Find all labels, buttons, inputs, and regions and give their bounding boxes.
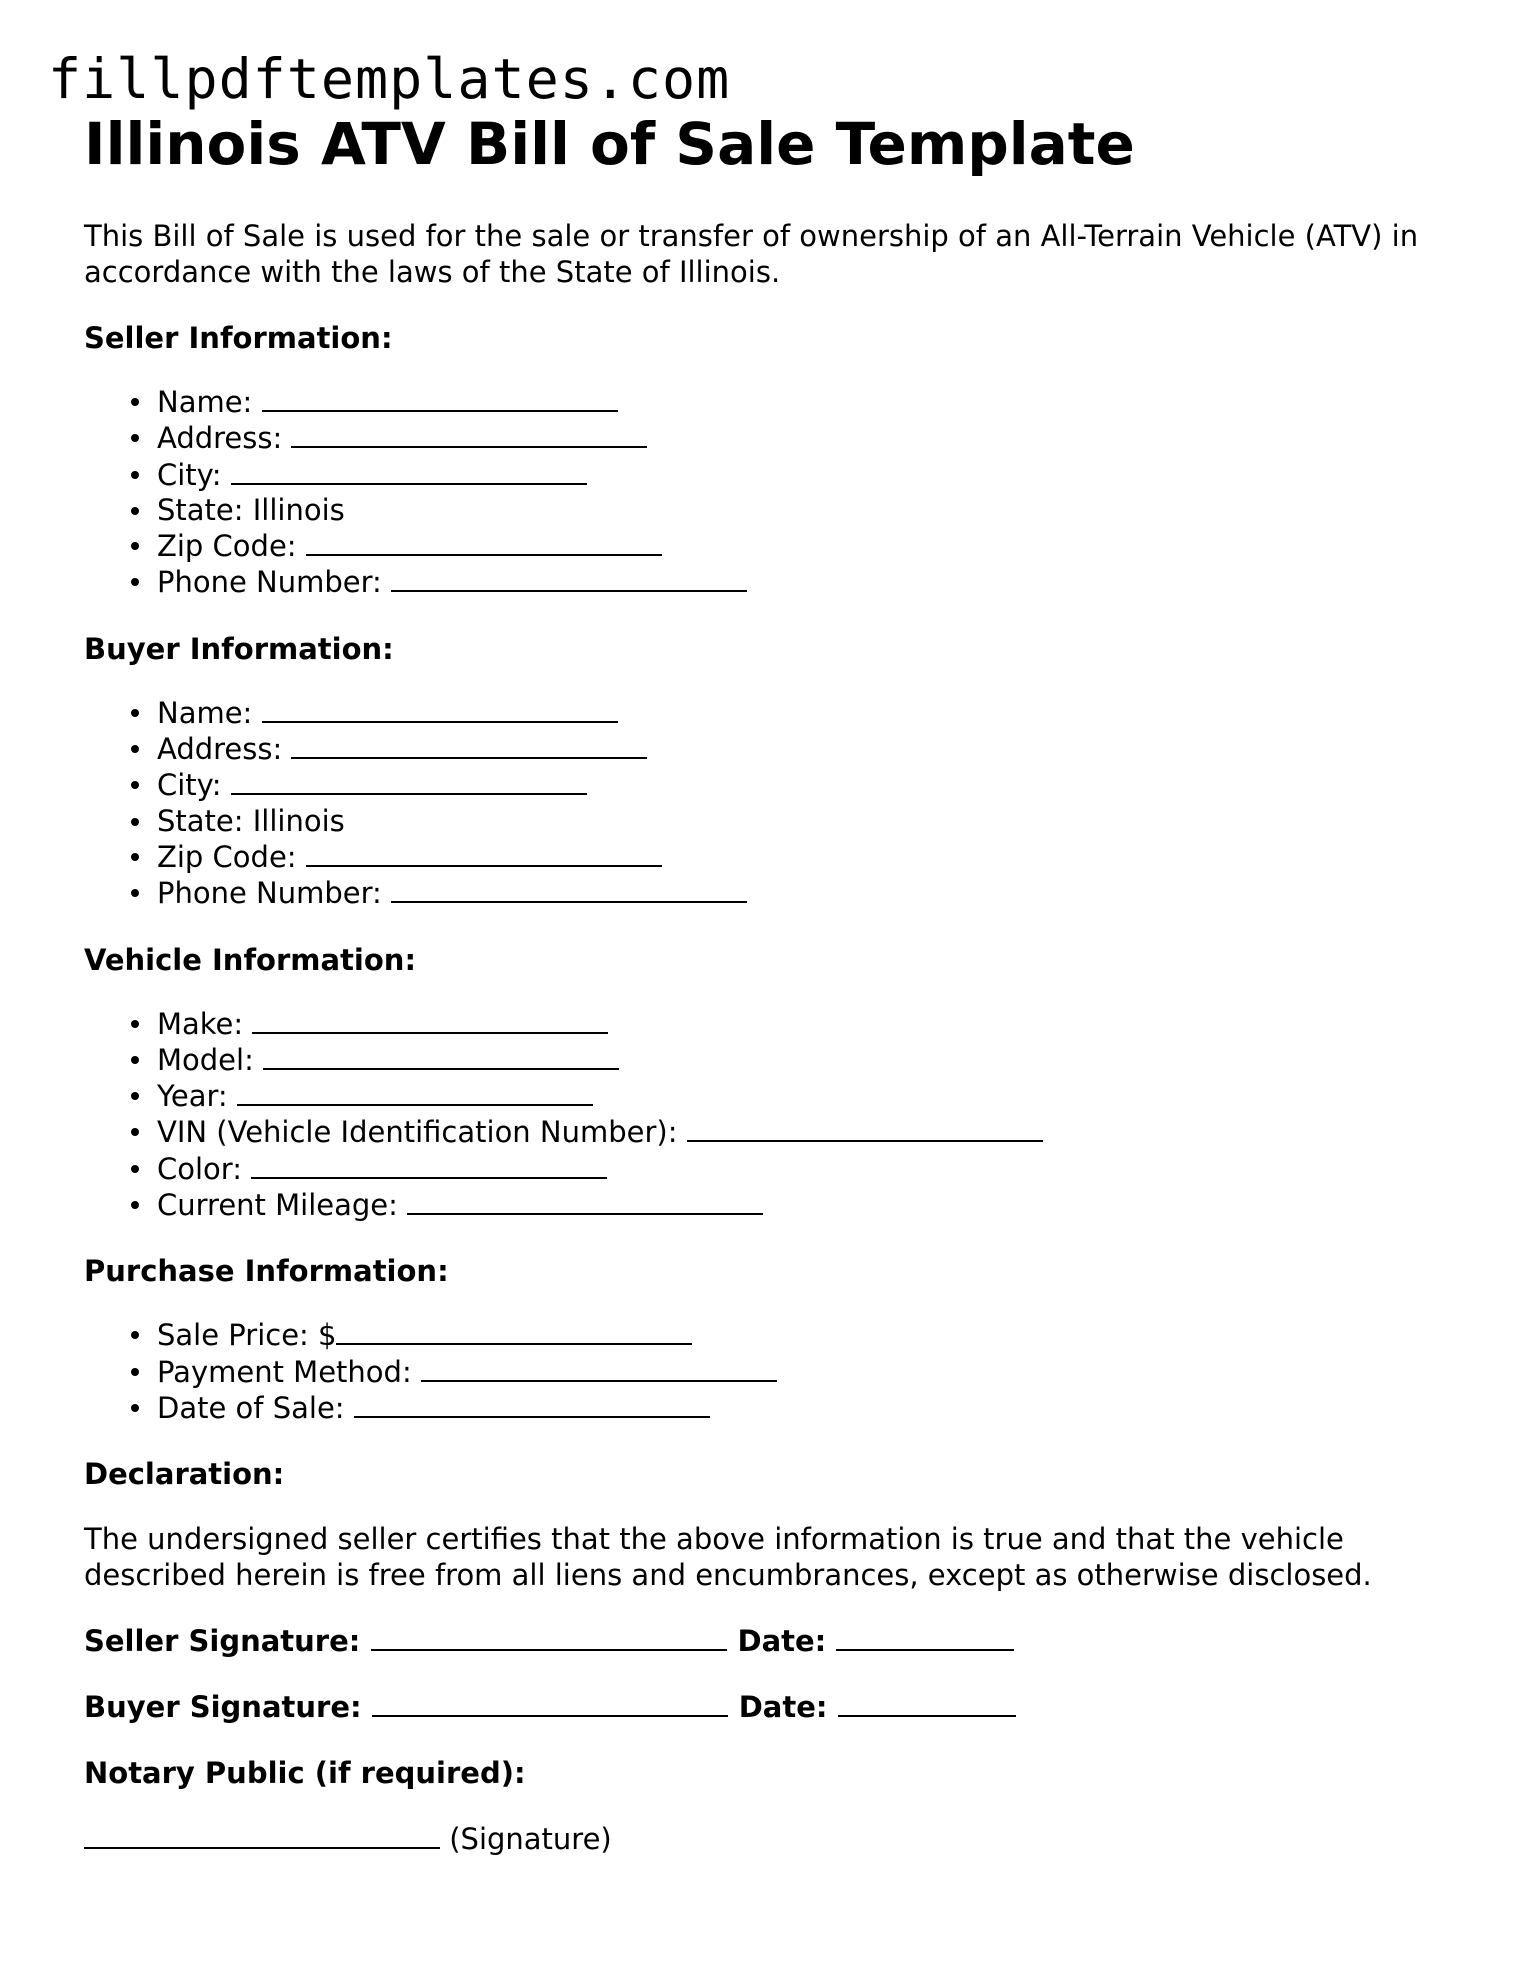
purchase-section-heading: Purchase Information: [84, 1254, 449, 1289]
seller-address-blank[interactable] [291, 420, 647, 448]
buyer-phone-blank[interactable] [391, 875, 747, 903]
purchase-price-blank[interactable] [336, 1317, 692, 1345]
seller-signature-blank[interactable] [371, 1623, 727, 1651]
vehicle-mileage-label: Current Mileage: [157, 1188, 398, 1223]
seller-section-heading: Seller Information: [84, 321, 393, 355]
vehicle-year-label: Year: [157, 1079, 228, 1114]
seller-date-label: Date: [737, 1624, 827, 1659]
buyer-city-label: City: [157, 768, 222, 803]
vehicle-mileage-item [157, 1187, 1444, 1223]
seller-state-item [157, 493, 1444, 528]
seller-name-item [157, 384, 1444, 420]
seller-city-label: City: [157, 457, 222, 492]
buyer-date-label: Date: [738, 1690, 828, 1725]
vehicle-model-item [157, 1042, 1444, 1078]
seller-zip-blank[interactable] [306, 528, 662, 556]
seller-city-blank[interactable] [231, 457, 587, 485]
purchase-price-item [157, 1317, 1444, 1353]
buyer-address-item [157, 731, 1444, 767]
vehicle-mileage-blank[interactable] [407, 1187, 763, 1215]
seller-signature-line [84, 1623, 1444, 1659]
buyer-name-item [157, 695, 1444, 731]
buyer-phone-item [157, 875, 1444, 911]
buyer-signature-blank[interactable] [372, 1689, 728, 1717]
purchase-date-blank[interactable] [354, 1390, 710, 1418]
vehicle-make-blank[interactable] [252, 1006, 608, 1034]
buyer-address-blank[interactable] [291, 731, 647, 759]
vehicle-color-blank[interactable] [251, 1151, 607, 1179]
vehicle-model-blank[interactable] [263, 1042, 619, 1070]
buyer-name-label: Name: [157, 695, 253, 730]
page-title: Illinois ATV Bill of Sale Template [84, 110, 1135, 178]
seller-zip-item [157, 528, 1444, 564]
buyer-section-heading: Buyer Information: [84, 631, 394, 666]
vehicle-color-item [157, 1151, 1444, 1187]
purchase-payment-label: Payment Method: [157, 1354, 412, 1389]
buyer-zip-label: Zip Code: [157, 839, 297, 874]
seller-state-label: State: Illinois [157, 492, 345, 527]
watermark: fillpdftemplates.com [48, 47, 731, 111]
buyer-address-label: Address: [157, 732, 283, 767]
buyer-phone-label: Phone Number: [157, 876, 382, 911]
seller-address-label: Address: [157, 421, 283, 456]
seller-signature-label: Seller Signature: [84, 1624, 361, 1659]
buyer-name-blank[interactable] [262, 695, 618, 723]
vehicle-vin-blank[interactable] [687, 1114, 1043, 1142]
purchase-payment-item [157, 1354, 1444, 1390]
seller-phone-label: Phone Number: [157, 565, 382, 600]
vehicle-year-item [157, 1078, 1444, 1114]
notary-signature-line [84, 1821, 1444, 1857]
intro-paragraph: This Bill of Sale is used for the sale or transfer of ownership of an All-Terrain Vehicle (ATV) in accordance with the laws of the State of Illinois. [84, 219, 1419, 289]
notary-heading: Notary Public (if required): [84, 1756, 526, 1791]
purchase-date-label: Date of Sale: [157, 1390, 345, 1425]
bill-of-sale-document [84, 104, 1444, 1857]
seller-phone-item [157, 564, 1444, 600]
buyer-zip-blank[interactable] [306, 839, 662, 867]
vehicle-make-label: Make: [157, 1006, 244, 1041]
seller-date-blank[interactable] [836, 1623, 1014, 1651]
declaration-heading: Declaration: [84, 1457, 285, 1492]
vehicle-color-label: Color: [157, 1151, 242, 1186]
purchase-fields-list [84, 1317, 1444, 1426]
buyer-state-item [157, 804, 1444, 839]
seller-name-blank[interactable] [262, 384, 618, 412]
declaration-text: The undersigned seller certifies that the above information is true and that the vehicle described herein is free from all liens and encumbrances, except as otherwise disclosed. [84, 1522, 1372, 1592]
seller-city-item [157, 457, 1444, 493]
notary-signature-caption: (Signature) [449, 1822, 612, 1857]
buyer-city-blank[interactable] [231, 767, 587, 795]
buyer-signature-label: Buyer Signature: [84, 1690, 362, 1725]
vehicle-vin-label: VIN (Vehicle Identification Number): [157, 1115, 678, 1150]
purchase-date-item [157, 1390, 1444, 1426]
buyer-fields-list [84, 695, 1444, 912]
buyer-zip-item [157, 839, 1444, 875]
purchase-payment-blank[interactable] [421, 1354, 777, 1382]
vehicle-section-heading: Vehicle Information: [84, 942, 417, 977]
seller-name-label: Name: [157, 385, 253, 419]
seller-address-item [157, 420, 1444, 456]
seller-fields-list [84, 384, 1444, 601]
purchase-price-label: Sale Price: $ [157, 1318, 337, 1353]
buyer-city-item [157, 767, 1444, 803]
buyer-signature-line [84, 1689, 1444, 1725]
vehicle-year-blank[interactable] [237, 1078, 593, 1106]
seller-zip-label: Zip Code: [157, 529, 297, 564]
buyer-state-label: State: Illinois [157, 803, 345, 838]
seller-phone-blank[interactable] [391, 564, 747, 592]
vehicle-make-item [157, 1006, 1444, 1042]
buyer-date-blank[interactable] [838, 1689, 1016, 1717]
vehicle-vin-item [157, 1114, 1444, 1150]
vehicle-fields-list [84, 1006, 1444, 1224]
vehicle-model-label: Model: [157, 1042, 254, 1077]
notary-signature-blank[interactable] [84, 1821, 440, 1849]
